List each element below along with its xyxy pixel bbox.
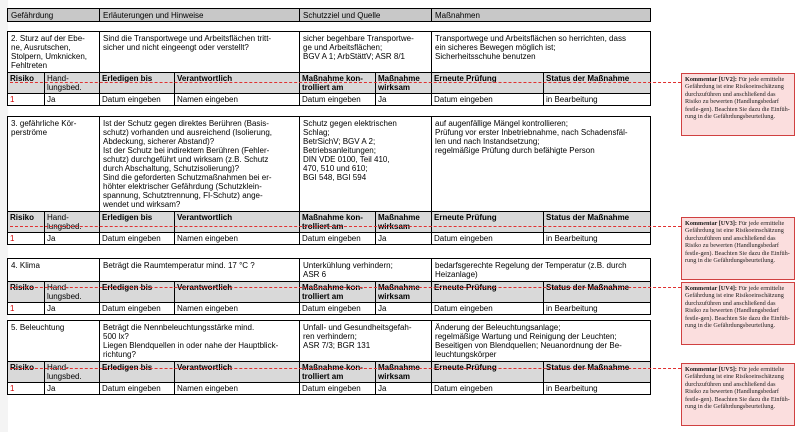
- label-erledigen-bis: Erledigen bis: [100, 282, 175, 303]
- table-header: [7, 8, 651, 22]
- label-verantwortlich: Verantwortlich: [175, 362, 300, 383]
- comment-connector: [10, 287, 681, 288]
- comment-balloon[interactable]: [681, 73, 795, 136]
- label-handlungsbed: Hand- lungsbed.: [45, 73, 100, 94]
- field-risiko[interactable]: 1: [8, 94, 45, 106]
- field-status[interactable]: in Bearbeitung: [544, 383, 651, 395]
- field-status[interactable]: in Bearbeitung: [544, 233, 651, 245]
- field-massnahme-kontrolliert[interactable]: Datum eingeben: [300, 303, 376, 315]
- label-risiko: Risiko: [8, 73, 45, 94]
- hazard-table: [7, 31, 651, 106]
- field-erledigen-bis[interactable]: Datum eingeben: [100, 383, 175, 395]
- field-risiko[interactable]: 1: [8, 383, 45, 395]
- comment-connector: [10, 82, 681, 83]
- label-risiko: Risiko: [8, 282, 45, 303]
- comment-connector: [10, 368, 681, 369]
- label-status: Status der Maßnahme: [544, 282, 651, 303]
- cell-massnahmen: Transportwege und Arbeitsflächen so herrichten, dass ein sicheres Bewegen möglich ist; Sicherheitsschuhe benutzen: [432, 32, 651, 73]
- comment-text: Für jede ermittelte Gefährdung ist eine Risikoeinschätzung durchzuführen und anschließend das Risiko zu bewerten (Handlungsbedarf festle-gen). Beachten Sie dazu die Einfüh-rung in die Gefährdungsbeurteilung.: [685, 220, 790, 265]
- label-handlungsbed: Hand- lungsbed.: [45, 212, 100, 233]
- label-erneute-pruefung: Erneute Prüfung: [432, 73, 544, 94]
- label-massnahme-kontrolliert: Maßnahme kon- trolliert am: [300, 212, 376, 233]
- label-massnahme-wirksam: Maßnahme wirksam: [376, 282, 432, 303]
- label-erledigen-bis: Erledigen bis: [100, 362, 175, 383]
- field-massnahme-kontrolliert[interactable]: Datum eingeben: [300, 233, 376, 245]
- field-handlungsbed[interactable]: Ja: [45, 383, 100, 395]
- field-risiko[interactable]: 1: [8, 233, 45, 245]
- field-erneute-pruefung[interactable]: Datum eingeben: [432, 303, 544, 315]
- label-status: Status der Maßnahme: [544, 212, 651, 233]
- label-risiko: Risiko: [8, 362, 45, 383]
- field-handlungsbed[interactable]: Ja: [45, 94, 100, 106]
- field-erneute-pruefung[interactable]: Datum eingeben: [432, 94, 544, 106]
- label-massnahme-wirksam: Maßnahme wirksam: [376, 362, 432, 383]
- cell-massnahmen: bedarfsgerechte Regelung der Temperatur (z.B. durch Heizanlage): [432, 259, 651, 282]
- comment-title: Kommentar [UV4]:: [685, 285, 737, 292]
- hazard-block: [7, 31, 650, 106]
- label-status: Status der Maßnahme: [544, 73, 651, 94]
- label-handlungsbed: Hand- lungsbed.: [45, 362, 100, 383]
- label-massnahme-wirksam: Maßnahme wirksam: [376, 73, 432, 94]
- field-status[interactable]: in Bearbeitung: [544, 303, 651, 315]
- label-massnahme-kontrolliert: Maßnahme kon- trolliert am: [300, 282, 376, 303]
- field-massnahme-wirksam[interactable]: Ja: [376, 303, 432, 315]
- label-handlungsbed: Hand- lungsbed.: [45, 282, 100, 303]
- cell-gefaehrdung: 3. gefährliche Kör- perströme: [8, 117, 100, 212]
- field-risiko[interactable]: 1: [8, 303, 45, 315]
- field-handlungsbed[interactable]: Ja: [45, 303, 100, 315]
- field-status[interactable]: in Bearbeitung: [544, 94, 651, 106]
- field-verantwortlich[interactable]: Namen eingeben: [175, 303, 300, 315]
- field-erledigen-bis[interactable]: Datum eingeben: [100, 303, 175, 315]
- comment-text: Für jede ermittelte Gefährdung ist eine Risikoeinschätzung durchzuführen und anschließend das Risiko zu bewerten (Handlungsbedarf festle-gen). Beachten Sie dazu die Einfüh-rung in die Gefährdungsbeurteilung.: [685, 366, 790, 411]
- hazard-table: [7, 320, 651, 395]
- header-erlaeuterungen: Erläuterungen und Hinweise: [100, 9, 300, 22]
- field-verantwortlich[interactable]: Namen eingeben: [175, 94, 300, 106]
- field-verantwortlich[interactable]: Namen eingeben: [175, 233, 300, 245]
- cell-erlaeuterung: Beträgt die Nennbeleuchtungsstärke mind. 500 lx? Liegen Blendquellen in oder nahe der Hauptblick- richtung?: [100, 321, 300, 362]
- cell-erlaeuterung: Beträgt die Raumtemperatur mind. 17 °C ?: [100, 259, 300, 282]
- cell-gefaehrdung: 2. Sturz auf der Ebe- ne, Ausrutschen, Stolpern, Umknicken, Fehltreten: [8, 32, 100, 73]
- label-risiko: Risiko: [8, 212, 45, 233]
- comment-text: Für jede ermittelte Gefährdung ist eine Risikoeinschätzung durchzuführen und anschließend das Risiko zu bewerten (Handlungsbedarf festle-gen). Beachten Sie dazu die Einfüh-rung in die Gefährdungsbeurteilung.: [685, 76, 790, 121]
- label-massnahme-kontrolliert: Maßnahme kon- trolliert am: [300, 73, 376, 94]
- label-verantwortlich: Verantwortlich: [175, 73, 300, 94]
- cell-schutzziel: Schutz gegen elektrischen Schlag; BetrSichV; BGV A 2; Betriebsanleitungen; DIN VDE 0100, Teil 410, 470, 510 und 610; BGI 548, BGI 594: [300, 117, 432, 212]
- comment-connector: [10, 226, 681, 227]
- cell-erlaeuterung: Ist der Schutz gegen direktes Berühren (Basis- schutz) vorhanden und ausreichend (Isolierung, Abdeckung, sicherer Abstand)? Ist der Schutz bei indirektem Berühren (Fehler- schutz) durchgeführt und wirksam (z.B. Schutz durch Abschaltung, Schutzisolierung)? Sind die geforderten Schutzmaßnahmen bei er- höhter elektrischer Gefährdung (Schutzklein- spannung, Schutztrennung, FI-Schutz) ange- wendet und wirksam?: [100, 117, 300, 212]
- field-massnahme-wirksam[interactable]: Ja: [376, 94, 432, 106]
- comment-title: Kommentar [UV5]:: [685, 366, 737, 373]
- label-erledigen-bis: Erledigen bis: [100, 73, 175, 94]
- cell-schutzziel: Unterkühlung verhindern; ASR 6: [300, 259, 432, 282]
- field-erledigen-bis[interactable]: Datum eingeben: [100, 233, 175, 245]
- cell-gefaehrdung: 5. Beleuchtung: [8, 321, 100, 362]
- cell-massnahmen: auf augenfällige Mängel kontrollieren; Prüfung vor erster Inbetriebnahme, nach Schadensfäl- len und nach Instandsetzung; regelmäßige Prüfung durch befähigte Person: [432, 117, 651, 212]
- cell-schutzziel: Unfall- und Gesundheitsgefah- ren verhindern; ASR 7/3; BGR 131: [300, 321, 432, 362]
- cell-erlaeuterung: Sind die Transportwege und Arbeitsflächen tritt- sicher und nicht eingeengt oder verstellt?: [100, 32, 300, 73]
- field-massnahme-kontrolliert[interactable]: Datum eingeben: [300, 383, 376, 395]
- comment-title: Kommentar [UV2]:: [685, 76, 737, 83]
- comment-balloon[interactable]: [681, 282, 795, 345]
- header-schutzziel: Schutzziel und Quelle: [300, 9, 432, 22]
- field-handlungsbed[interactable]: Ja: [45, 233, 100, 245]
- field-erledigen-bis[interactable]: Datum eingeben: [100, 94, 175, 106]
- cell-schutzziel: sicher begehbare Transportwe- ge und Arbeitsflächen; BGV A 1; ArbStättV; ASR 8/1: [300, 32, 432, 73]
- header-massnahmen: Maßnahmen: [432, 9, 651, 22]
- field-verantwortlich[interactable]: Namen eingeben: [175, 383, 300, 395]
- field-erneute-pruefung[interactable]: Datum eingeben: [432, 383, 544, 395]
- cell-gefaehrdung: 4. Klima: [8, 259, 100, 282]
- comment-text: Für jede ermittelte Gefährdung ist eine Risikoeinschätzung durchzuführen und anschließend das Risiko zu bewerten (Handlungsbedarf festle-gen). Beachten Sie dazu die Einfüh-rung in die Gefährdungsbeurteilung.: [685, 285, 790, 330]
- header-gefaehrdung: Gefährdung: [8, 9, 100, 22]
- label-erneute-pruefung: Erneute Prüfung: [432, 212, 544, 233]
- label-verantwortlich: Verantwortlich: [175, 212, 300, 233]
- label-erledigen-bis: Erledigen bis: [100, 212, 175, 233]
- field-massnahme-wirksam[interactable]: Ja: [376, 383, 432, 395]
- field-erneute-pruefung[interactable]: Datum eingeben: [432, 233, 544, 245]
- comment-title: Kommentar [UV3]:: [685, 220, 737, 227]
- label-erneute-pruefung: Erneute Prüfung: [432, 362, 544, 383]
- label-verantwortlich: Verantwortlich: [175, 282, 300, 303]
- field-massnahme-kontrolliert[interactable]: Datum eingeben: [300, 94, 376, 106]
- label-massnahme-kontrolliert: Maßnahme kon- trolliert am: [300, 362, 376, 383]
- label-massnahme-wirksam: Maßnahme wirksam: [376, 212, 432, 233]
- label-erneute-pruefung: Erneute Prüfung: [432, 282, 544, 303]
- hazard-block: [7, 320, 650, 395]
- label-status: Status der Maßnahme: [544, 362, 651, 383]
- comment-balloon[interactable]: [681, 363, 795, 426]
- cell-massnahmen: Änderung der Beleuchtungsanlage; regelmäßige Wartung und Reinigung der Leuchten; Beseitigen von Blendquellen; Neuanordnung der Be- leuchtungskörper: [432, 321, 651, 362]
- comment-balloon[interactable]: [681, 217, 795, 280]
- field-massnahme-wirksam[interactable]: Ja: [376, 233, 432, 245]
